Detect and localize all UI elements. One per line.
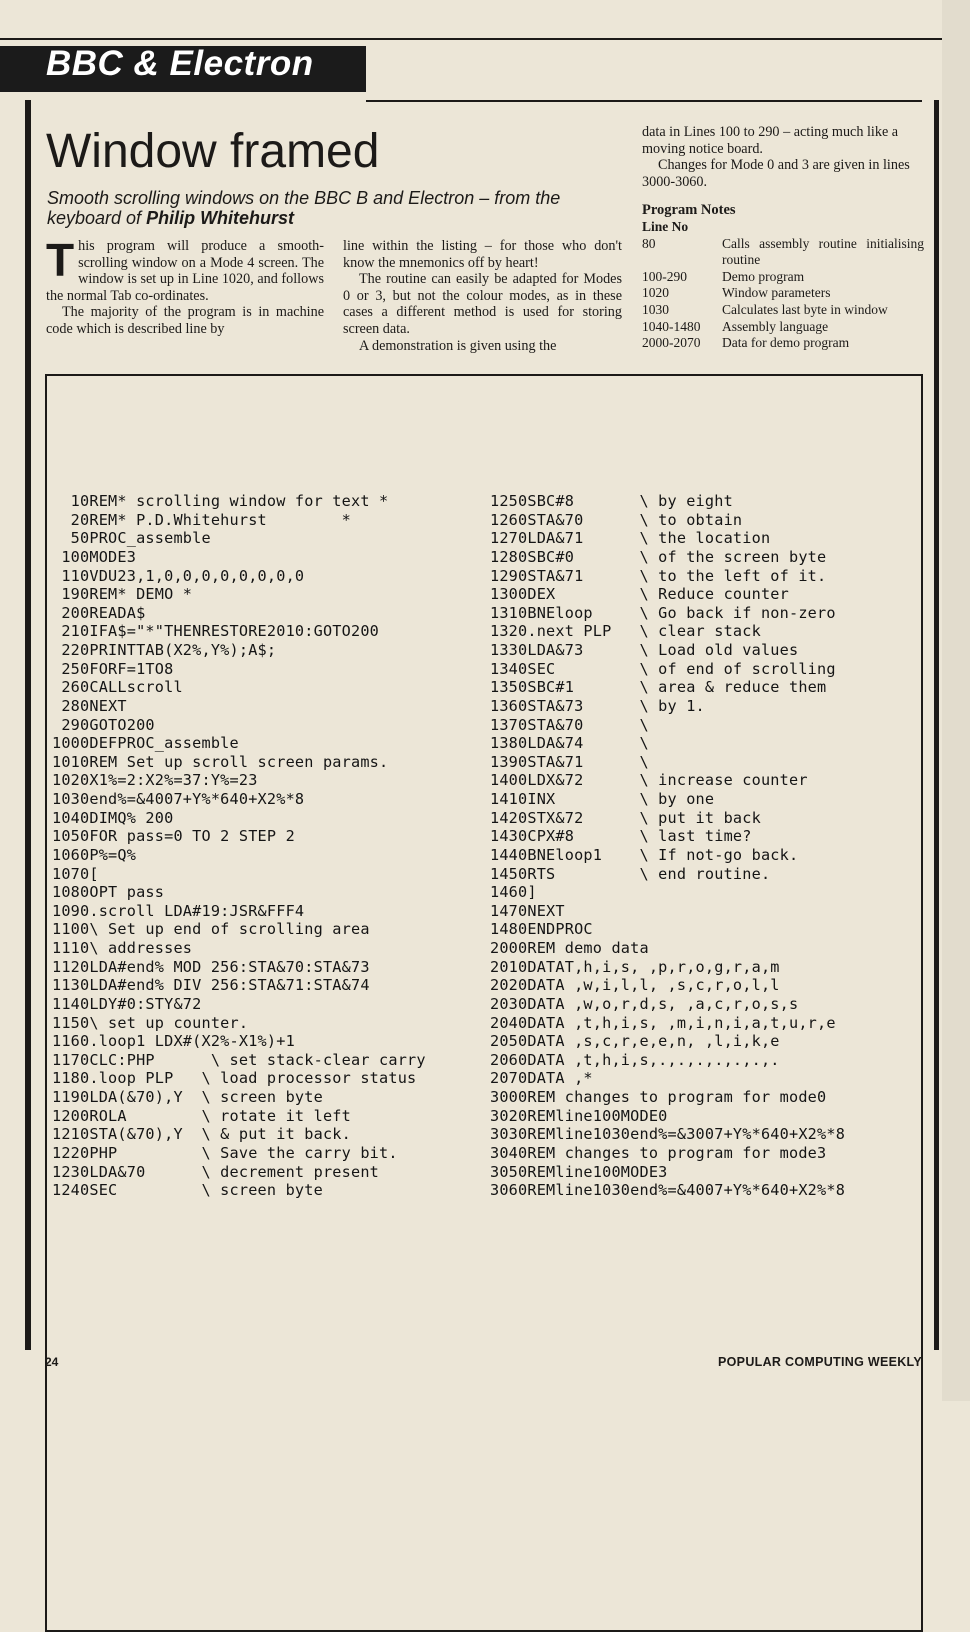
code-line: 1000DEFPROC_assemble [52, 734, 239, 753]
code-line: 1280SBC#0 \ of the screen byte [490, 547, 827, 566]
code-line: 1020X1%=2:X2%=37:Y%=23 [52, 771, 258, 790]
code-line: 2060DATA ,t,h,i,s,.,.,.,.,.,.,. [490, 1050, 780, 1069]
code-line: 1390STA&71 \ [490, 752, 649, 771]
code-line: 1410INX \ by one [490, 790, 715, 808]
code-line: 1210STA(&70),Y \ & put it back. [52, 1125, 351, 1144]
article-headline: Window framed [46, 125, 380, 178]
code-line: 280NEXT [52, 696, 127, 715]
code-line: 1300DEX \ Reduce counter [490, 585, 789, 604]
code-line: 1030end%=&4007+Y%*640+X2%*8 [52, 790, 305, 808]
code-line: 1470NEXT [490, 901, 565, 920]
code-line: 1380LDA&74 \ [490, 734, 649, 753]
body-column-2 [343, 238, 622, 354]
code-line: 1100\ Set up end of scrolling area [52, 920, 370, 939]
code-line: 1430CPX#8 \ last time? [490, 827, 752, 846]
code-line: 1340SEC \ of end of scrolling [490, 659, 836, 678]
code-line: 10REM* scrolling window for text * [52, 492, 389, 510]
body-column-3 [642, 124, 924, 352]
code-line: 3040REM changes to program for mode3 [490, 1143, 827, 1162]
program-notes-header: Line No [642, 218, 689, 234]
code-line: 250FORF=1TO8 [52, 659, 174, 678]
code-line: 2040DATA ,t,h,i,s, ,m,i,n,i,a,t,u,r,e [490, 1013, 836, 1032]
notes-desc: Assembly language [722, 318, 829, 334]
code-line: 190REM* DEMO * [52, 585, 193, 604]
code-line: 100MODE3 [52, 547, 137, 566]
code-line: 1080OPT pass [52, 883, 165, 902]
notes-desc: Demo program [722, 268, 805, 284]
code-line: 1450RTS \ end routine. [490, 864, 771, 883]
notes-desc: Calls assembly routine initialising routine [722, 235, 924, 268]
code-line: 3000REM changes to program for mode0 [490, 1088, 827, 1106]
code-line: 1320.next PLP \ clear stack [490, 622, 761, 641]
code-line: 1370STA&70 \ [490, 715, 649, 734]
code-line: 50PROC_assemble [52, 529, 211, 548]
code-line: 2030DATA ,w,o,r,d,s, ,a,c,r,o,s,s [490, 994, 799, 1013]
code-line: 1270LDA&71 \ the location [490, 529, 771, 548]
code-line: 1180.loop PLP \ load processor status [52, 1069, 417, 1088]
code-line: 1170CLC:PHP \ set stack-clear carry [52, 1050, 426, 1069]
code-line: 1190LDA(&70),Y \ screen byte [52, 1088, 323, 1106]
section-title: BBC & Electron [46, 44, 314, 83]
code-line: 2020DATA ,w,i,l,l, ,s,c,r,o,l,l [490, 976, 780, 995]
code-line: 1360STA&73 \ by 1. [490, 696, 705, 715]
standfirst-text: Smooth scrolling windows on the BBC B and Electron – from the keyboard of [47, 188, 561, 228]
program-notes-title: Program Notes [642, 202, 736, 219]
top-rule [0, 38, 942, 40]
code-line: 1250SBC#8 \ by eight [490, 492, 733, 510]
code-line: 1040DIMQ% 200 [52, 808, 174, 827]
code-line: 3030REMline1030end%=&3007+Y%*640+X2%*8 [490, 1125, 846, 1144]
code-line: 20REM* P.D.Whitehurst * [52, 510, 351, 529]
body-paragraph: Changes for Mode 0 and 3 are given in lines 3000-3060. [642, 157, 910, 190]
code-line: 1330LDA&73 \ Load old values [490, 641, 799, 659]
code-line: 1220PHP \ Save the carry bit. [52, 1143, 398, 1162]
code-line: 3060REMline1030end%=&4007+Y%*640+X2%*8 [490, 1181, 846, 1200]
listing-column-left [52, 492, 426, 1200]
code-line: 220PRINTTAB(X2%,Y%);A$; [52, 641, 277, 659]
code-line: 1200ROLA \ rotate it left [52, 1106, 351, 1125]
notes-row [642, 335, 924, 352]
code-line: 3050REMline100MODE3 [490, 1162, 668, 1181]
page-number: 24 [45, 1355, 59, 1369]
notes-line: 100-290 [642, 268, 687, 284]
notes-line: 80 [642, 235, 656, 251]
code-line: 290GOTO200 [52, 715, 155, 734]
left-border-rule [25, 100, 31, 1350]
code-line: 210IFA$="*"THENRESTORE2010:GOTO200 [52, 622, 380, 641]
notes-desc: Window parameters [722, 285, 831, 301]
code-line: 1460] [490, 883, 537, 902]
notes-row [642, 285, 924, 302]
notes-desc: Data for demo program [722, 335, 850, 351]
right-border-rule [934, 100, 939, 1350]
code-line: 1120LDA#end% MOD 256:STA&70:STA&73 [52, 957, 370, 976]
notes-desc: Calculates last byte in window [722, 301, 888, 317]
code-line: 1400LDX&72 \ increase counter [490, 771, 808, 790]
code-line: 1160.loop1 LDX#(X2%-X1%)+1 [52, 1032, 295, 1051]
code-line: 1010REM Set up scroll screen params. [52, 752, 389, 771]
code-line: 1420STX&72 \ put it back [490, 808, 761, 827]
code-line: 1480ENDPROC [490, 920, 593, 939]
program-notes-table [642, 236, 924, 352]
adjacent-page-edge [942, 0, 970, 1401]
code-line: 1110\ addresses [52, 939, 193, 957]
code-line: 1230LDA&70 \ decrement present [52, 1162, 380, 1181]
code-line: 1130LDA#end% DIV 256:STA&71:STA&74 [52, 976, 370, 995]
body-paragraph: line within the listing – for those who don't know the mnemonics off by heart! [343, 238, 622, 271]
listing-column-right [490, 492, 845, 1200]
code-line: 110VDU23,1,0,0,0,0,0,0,0,0 [52, 566, 305, 585]
header-rule [366, 100, 922, 102]
code-line: 1350SBC#1 \ area & reduce them [490, 678, 827, 697]
code-line: 1290STA&71 \ to the left of it. [490, 566, 827, 585]
code-line: 1070[ [52, 864, 99, 883]
standfirst [47, 188, 607, 228]
code-line: 1440BNEloop1 \ If not-go back. [490, 845, 799, 864]
notes-line: 2000-2070 [642, 335, 701, 351]
notes-row [642, 236, 924, 269]
body-paragraph: A demonstration is given using the [359, 337, 557, 354]
code-line: 1260STA&70 \ to obtain [490, 510, 743, 529]
magazine-name: POPULAR COMPUTING WEEKLY [718, 1355, 922, 1369]
code-line: 2000REM demo data [490, 939, 649, 957]
notes-line: 1030 [642, 301, 669, 317]
notes-line: 1040-1480 [642, 318, 701, 334]
code-line: 1240SEC \ screen byte [52, 1181, 323, 1200]
body-paragraph: The routine can easily be adapted for Modes 0 or 3, but not the colour modes, as in these cases a different method is used for storing screen data. [343, 271, 622, 337]
code-line: 2070DATA ,* [490, 1069, 593, 1088]
code-line: 1050FOR pass=0 TO 2 STEP 2 [52, 827, 295, 846]
body-paragraph: This program will produce a smooth-scrolling window on a Mode 4 screen. The window is set up in Line 1020, and follows the normal Tab co-ordinates. [46, 234, 324, 304]
code-line: 2010DATAT,h,i,s, ,p,r,o,g,r,a,m [490, 957, 780, 976]
code-line: 3020REMline100MODE0 [490, 1106, 668, 1125]
body-paragraph: data in Lines 100 to 290 – acting much like a moving notice board. [642, 124, 899, 157]
drop-cap: T [46, 234, 75, 286]
notes-row [642, 269, 924, 286]
notes-row [642, 319, 924, 336]
code-line: 260CALLscroll [52, 678, 183, 697]
notes-line: 1020 [642, 285, 669, 301]
notes-row [642, 302, 924, 319]
body-column-1 [46, 234, 324, 338]
code-line: 1140LDY#0:STY&72 [52, 994, 202, 1013]
code-line: 1060P%=Q% [52, 845, 137, 864]
code-line: 1310BNEloop \ Go back if non-zero [490, 603, 836, 622]
code-line: 1150\ set up counter. [52, 1013, 249, 1032]
code-line: 1090.scroll LDA#19:JSR&FFF4 [52, 901, 305, 920]
code-line: 2050DATA ,s,c,r,e,e,n, ,l,i,k,e [490, 1032, 780, 1051]
author-name: Philip Whitehurst [146, 208, 295, 228]
code-line: 200READA$ [52, 603, 146, 622]
body-paragraph: The majority of the program is in machine code which is described line by [46, 304, 324, 337]
